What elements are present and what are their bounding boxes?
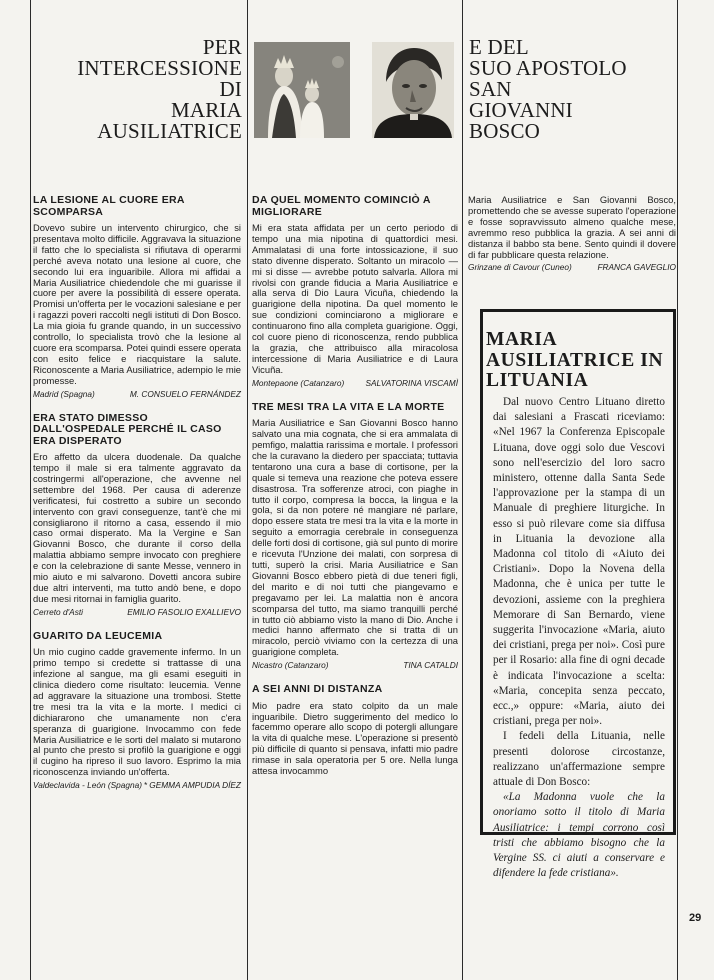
signature-name: EMILIO FASOLIO EXALLIEVO: [127, 606, 241, 617]
testimony-article: [33, 195, 241, 399]
title-line: SAN: [469, 77, 512, 101]
title-line: INTERCESSIONE: [77, 56, 242, 80]
article-signature: [33, 780, 241, 790]
title-line: SUO APOSTOLO: [469, 56, 627, 80]
article-body: Mio padre era stato colpito da un male inguaribile. Dietro suggerimento del medico lo facemmo operare allo scopo di potergli allungare la vita di qualche mese. L'operazione si presentò più difficile di quanto si pensava, infatti mio padre rimase in sala operatoria per 5 ore. Nella lunga attesa invocammo: [252, 699, 458, 777]
signature-place: Valdeclavida - León (Spagna): [33, 780, 143, 791]
box-quote: «La Madonna vuole che la onoriamo sotto il titolo di Maria Ausiliatrice: i tempi corrono così tristi che abbiamo bisogno che la Vergine SS. ci aiuti a conservare e difendere la fede cristiana».: [493, 791, 665, 880]
header-title-left: [74, 37, 242, 142]
testimony-article: [33, 631, 241, 790]
testimony-article: [252, 402, 458, 670]
signature-place: Grinzane di Cavour (Cuneo): [468, 262, 572, 273]
article-body: Mi era stata affidata per un certo periodo di tempo una mia nipotina di quattordici mesi. Ammalatasi di una forte intossicazione, il suo stato divenne disperato. Soltanto un miracolo — mi si disse — avrebbe potuto salvarla. Allora mi rivolsi con grande fiducia a Maria Ausiliatrice e alla serva di Dio Laura Vicuña, chiedendo la guarigione della nipotina. Da quel momento le sue condizioni cominciarono a migliorare e continuarono fino alla completa guarigione. Oggi, col cuore pieno di riconoscenza, rendo pubblica la grazia, che attribuisco alla miracolosa intercessione di Maria Ausiliatrice e di Laura Vicuña.: [252, 222, 458, 375]
article-heading: LA LESIONE AL CUORE ERA SCOMPARSA: [33, 194, 185, 218]
testimony-article: [252, 684, 458, 777]
article-body: Ero affetto da ulcera duodenale. Da qualche tempo il male si era talmente aggravato da costringermi all'operazione, che avvenne nel settembre del 1968. Per causa di aderenze verificatesi, fui costretto a subire un secondo intervento con gravi conseguenze, tant'è che mi consigliarono il ritorno a casa, essendo il mio caso ormai disperato. Ma la Vergine e San Giovanni Bosco, che durante il corso della malattia abbiamo sempre invocato con preghiere e con la celebrazione di sante Messe, vennero in mio aiuto e mi salvarono. Dovetti ancora subire due altri interventi, ma tutto andò bene, e dopo due mesi ritornai in famiglia guarito.: [33, 451, 241, 604]
signature-place: Montepaone (Catanzaro): [252, 377, 345, 388]
signature-name: M. CONSUELO FERNÁNDEZ: [129, 388, 241, 399]
article-heading: TRE MESI TRA LA VITA E LA MORTE: [252, 400, 445, 413]
signature-place: Madrid (Spagna): [33, 388, 95, 399]
column-1: [33, 195, 241, 955]
title-line: DI: [219, 77, 242, 101]
testimony-article: [33, 413, 241, 617]
signature-name: * GEMMA AMPUDIA DÍEZ: [143, 780, 241, 791]
article-signature: [468, 262, 676, 272]
signature-name: TINA CATALDI: [403, 660, 458, 671]
article-signature: [252, 660, 458, 670]
title-line: AUSILIATRICE: [97, 119, 242, 143]
column-3-continuation: [468, 195, 676, 295]
article-heading: DA QUEL MOMENTO COMINCIÒ A MIGLIORARE: [252, 194, 431, 218]
title-line: BOSCO: [469, 119, 541, 143]
article-body: Maria Ausiliatrice e San Giovanni Bosco, promettendo che se avesse superato l'operazione e fosse sopravvissuto almeno qualche mese, avremmo reso pubblica la grazia. A sei anni di distanza il babbo sta bene. Sento quindi il dovere di far pubblicare questa relazione.: [468, 194, 676, 260]
testimony-article: [252, 195, 458, 388]
boxed-article-title: MARIA AUSILIATRICE IN LITUANIA: [486, 329, 664, 391]
header-title-right: [469, 37, 689, 142]
don-bosco-photo: [372, 42, 454, 138]
signature-place: Cerreto d'Asti: [33, 606, 84, 617]
signature-name: SALVATORINA VISCAMÌ: [365, 377, 458, 388]
box-paragraph: Dal nuovo Centro Lituano diretto dai salesiani a Frascati riceviamo: «Nel 1967 la Conferenza Episcopale Lituana, dove oggi solo due Vescovi sono nell'esercizio del loro sacro ministero, ottenne dalla Santa Sede l'approvazione per la stampa di un Manuale di preghiere liturgiche. In esso si può rilevare come sia diffusa in Lituania la devozione alla Madonna col titolo di «Aiuto dei Cristiani». Dopo la Novena della Madonna, che è unica per tutte le devozioni, assieme con la preghiera Memorare di San Bernardo, viene suggerita l'invocazione «Maria, aiuto dei cristiani, prega per noi». Così pure per il Rosario: alla fine di ogni decade è indicata l'invocazione a scelta: «Maria, concepita senza peccato, ecc.,» oppure: «Maria, aiuto dei cristiani, prega per noi».: [493, 396, 665, 728]
article-body: Un mio cugino cadde gravemente infermo. In un primo tempo si credette si trattasse di una infezione al sangue, ma gli esami eseguiti in clinica diedero come risultato: leucemia. Venne ad aggravare la situazione una trombosi. Stette tre mesi tra la vita e la morte. I medici ci dichiararono che umanamente non c'era speranza di guarigione. Invocammo con fede Maria Ausiliatrice e le sorti del malato si mutarono al punto che presto si profilò la guarigione e oggi il cugino ha ripreso il suo lavoro. Esprimo la mia riconoscenza inviando un'offerta.: [33, 646, 241, 778]
box-paragraph: I fedeli della Lituania, nelle presenti dolorose circostanze, realizzano un'affermazione sempre attuale di Don Bosco:: [493, 730, 665, 789]
title-line: MARIA: [170, 98, 242, 122]
column-2: [252, 195, 458, 955]
boxed-article-body: [493, 395, 665, 880]
article-heading: GUARITO DA LEUCEMIA: [33, 629, 163, 642]
signature-name: FRANCA GAVEGLIO: [597, 262, 676, 273]
title-line: PER: [202, 35, 242, 59]
column-rule-2: [462, 0, 463, 980]
title-line: E DEL: [469, 35, 529, 59]
left-margin-rule: [30, 0, 31, 980]
article-signature: [33, 389, 241, 399]
article-signature: [33, 607, 241, 617]
article-heading: ERA STATO DIMESSO DALL'OSPEDALE PERCHÉ IL CASO ERA DISPERATO: [33, 411, 222, 447]
article-body: Dovevo subire un intervento chirurgico, che si presentava molto difficile. Aggravava la situazione il fatto che lo specialista si rifiutava di operarmi perché aveva notato una lesione al cuore, che secondo lui era inguaribile. Allora mi affidai a Maria Ausiliatrice chiedendole che mi guarisse il cuore per avere la possibilità di essere operata. Promisi un'offerta per le vocazioni salesiane e per i ragazzi poveri raccolti negli istituti di Don Bosco. La mia gioia fu grande quando, in un successivo controllo, lo specialista trovò che la lesione al cuore era scomparsa. Potei quindi essere operata con esito felice e riacquistare la salute. Riconoscente a Maria Ausiliatrice, adempio le mie promesse.: [33, 222, 241, 386]
page-number: 29: [689, 912, 702, 924]
article-body: Maria Ausiliatrice e San Giovanni Bosco hanno salvato una mia cognata, che si era ammalata di pemfigo, malattia rarissima e mortale. I professori che la curavano la diedero per spacciata; tuttavia tentarono una cura a base di cortisone, per la quale si temeva una reazione che poteva essere disastrosa. Tra sofferenze atroci, con piaghe in tutto il corpo, compresa la bocca, la lingua e la gola, si da non potere né mangiare né parlare, dopo essere stata tre mesi tra la vita e la morte in seguito a emorragia cerebrale in conseguenza delle forti dosi di cortisone, già sul punto di morire e ricevuta l'Unzione dei malati, con sorpresa di tutti, superò la crisi. Maria Ausiliatrice e San Giovanni Bosco ebbero pietà di due teneri figli, del marito e di noi tutti che piangevamo e pregavamo per lei. La malattia non è ancora scomparsa del tutto, ma siamo tranquilli perché in tutto ciò abbiamo visto la mano di Dio. Anche i medici hanno affermato che si tratta di un miracolo, perciò viviamo con la certezza di una guarigione completa.: [252, 417, 458, 658]
title-line: GIOVANNI: [469, 98, 573, 122]
column-rule-1: [247, 0, 248, 980]
signature-place: Nicastro (Catanzaro): [252, 660, 329, 671]
article-signature: [252, 378, 458, 388]
right-margin-rule: [677, 0, 678, 980]
madonna-photo: [254, 42, 350, 138]
article-heading: A SEI ANNI DI DISTANZA: [252, 683, 383, 696]
